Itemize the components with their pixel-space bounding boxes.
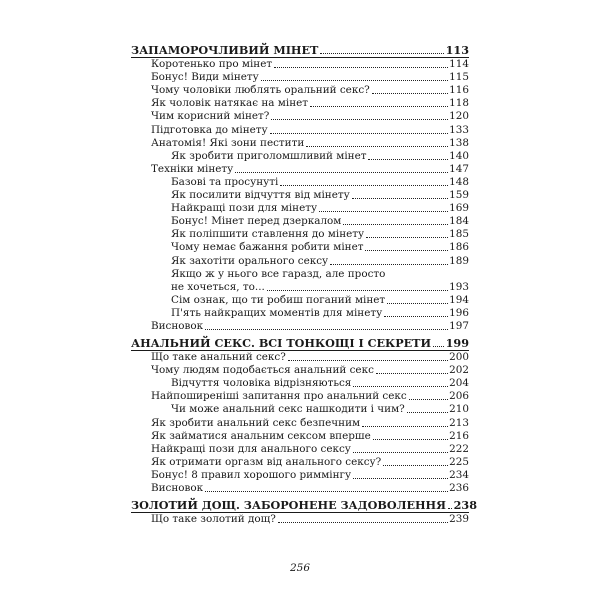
dot-leader [365, 250, 448, 251]
toc-entry-page: 118 [449, 97, 469, 110]
toc-entry-title: П'ять найкращих моментів для мінету [171, 306, 383, 319]
table-of-contents [131, 43, 477, 526]
dot-leader [407, 412, 448, 413]
dot-leader [320, 53, 444, 54]
dot-leader [387, 303, 448, 304]
toc-entry [131, 215, 469, 228]
toc-entry-page: 115 [449, 71, 469, 84]
toc-entry-title: Бонус! Види мінету [151, 71, 259, 84]
dot-leader [353, 452, 448, 453]
toc-entry [131, 281, 469, 294]
toc-entry [131, 430, 469, 443]
toc-entry-title: Чим корисний мінет? [151, 110, 270, 123]
dot-leader [353, 478, 448, 479]
toc-entry-page: 234 [449, 468, 469, 481]
dot-leader [270, 133, 448, 134]
toc-entry-title: Як посилити відчуття від мінету [171, 189, 350, 202]
toc-entry-page: 148 [449, 175, 469, 188]
dot-leader [278, 522, 448, 523]
toc-entry-page: 239 [449, 513, 469, 526]
dot-leader [362, 426, 448, 427]
toc-entry-page: 114 [449, 58, 469, 71]
toc-entry-page: 238 [453, 498, 477, 512]
dot-leader [376, 373, 448, 374]
toc-entry-title: Підготовка до мінету [151, 123, 268, 136]
toc-entry-title: Бонус! 8 правил хорошого риммінгу [151, 468, 352, 481]
toc-entry [131, 513, 469, 526]
dot-leader [288, 360, 448, 361]
toc-entry [131, 456, 469, 469]
dot-leader [433, 346, 444, 347]
dot-leader [235, 172, 448, 173]
toc-entry-page: 202 [449, 364, 469, 377]
toc-entry [131, 58, 469, 71]
toc-entry [131, 294, 469, 307]
toc-entry [131, 364, 469, 377]
toc-entry-page: 216 [449, 429, 469, 442]
toc-entry [131, 416, 469, 429]
toc-entry-title: Висновок [151, 319, 204, 332]
toc-entry-title: Найкращі пози для анального сексу [151, 442, 351, 455]
toc-entry [131, 71, 469, 84]
toc-entry-title: Як чоловік натякає на мінет [151, 97, 309, 110]
toc-entry-title: Як зробити приголомшливий мінет [171, 149, 367, 162]
toc-entry [131, 482, 469, 495]
toc-chapter [131, 336, 469, 350]
dot-leader [271, 119, 448, 120]
toc-entry-title: Техніки мінету [151, 162, 234, 175]
toc-entry [131, 351, 469, 364]
toc-entry-title: Чому немає бажання робити мінет [171, 241, 364, 254]
toc-entry-page: 222 [449, 442, 469, 455]
toc-entry-page: 197 [449, 319, 469, 332]
toc-entry [131, 189, 469, 202]
toc-entry-page: 200 [449, 351, 469, 364]
toc-entry-page: 189 [449, 254, 469, 267]
dot-leader [373, 439, 448, 440]
toc-entry-title: Базові та просунуті [171, 175, 279, 188]
dot-leader [409, 399, 448, 400]
toc-entry-page: 196 [449, 306, 469, 319]
toc-entry-title: не хочеться, то... [171, 280, 265, 293]
toc-entry [131, 150, 469, 163]
toc-entry-title: Відчуття чоловіка відрізняються [171, 377, 352, 390]
toc-entry-title: Найкращі пози для мінету [171, 202, 318, 215]
toc-entry-title: Що таке золотий дощ? [151, 513, 276, 526]
toc-entry-page: 213 [449, 416, 469, 429]
dot-leader [343, 224, 448, 225]
toc-entry-title: Як зробити анальний секс безпечним [151, 416, 361, 429]
toc-entry-page: 169 [449, 202, 469, 215]
toc-entry-title: Бонус! Мінет перед дзеркалом [171, 215, 342, 228]
toc-chapter [131, 43, 469, 57]
toc-entry [131, 320, 469, 333]
dot-leader [330, 264, 448, 265]
dot-leader [306, 146, 448, 147]
dot-leader [205, 329, 448, 330]
toc-entry-page: 236 [449, 482, 469, 494]
toc-entry [131, 84, 469, 97]
toc-entry-page: 185 [449, 228, 469, 241]
dot-leader [261, 80, 448, 81]
toc-entry [131, 202, 469, 215]
toc-chapter [131, 498, 477, 512]
toc-entry-title: Як отримати оргазм від анального сексу? [151, 455, 382, 468]
toc-entry [131, 403, 469, 416]
dot-leader [319, 211, 448, 212]
dot-leader [267, 290, 448, 291]
toc-entry-title: Коротенько про мінет [151, 58, 273, 71]
toc-entry-title: Анатомія! Які зони пестити [151, 136, 305, 149]
toc-entry [131, 241, 469, 254]
dot-leader [352, 198, 448, 199]
toc-entry [131, 110, 469, 123]
toc-entry-page: 147 [449, 162, 469, 175]
toc-entry-page: 206 [449, 390, 469, 403]
toc-entry-page: 210 [449, 403, 469, 416]
dot-leader [448, 508, 452, 509]
toc-entry [131, 137, 469, 150]
toc-entry [131, 163, 469, 176]
toc-entry-page: 140 [449, 149, 469, 162]
toc-entry-page: 120 [449, 110, 469, 123]
toc-entry-page: 194 [449, 293, 469, 306]
toc-entry-page: 186 [449, 241, 469, 254]
toc-entry-page: 199 [445, 335, 469, 350]
toc-entry-title: Як захотіти орального сексу [171, 254, 329, 267]
page-number: 256 [289, 562, 311, 574]
dot-leader [353, 386, 448, 387]
toc-entry [131, 254, 469, 267]
dot-leader [366, 237, 448, 238]
toc-entry-page: 116 [449, 84, 469, 97]
dot-leader [280, 185, 448, 186]
toc-entry-title: АНАЛЬНИЙ СЕКС. ВСІ ТОНКОЩІ І СЕКРЕТИ [131, 335, 432, 350]
toc-entry-page: 225 [449, 455, 469, 468]
toc-entry-title: Чому людям подобається анальний секс [151, 364, 374, 377]
dot-leader [368, 159, 448, 160]
toc-entry [131, 228, 469, 241]
toc-entry-title: Чому чоловіки люблять оральний секс? [151, 84, 370, 97]
dot-leader [384, 316, 448, 317]
toc-entry [131, 123, 469, 136]
toc-entry [131, 268, 469, 281]
toc-entry-page: 113 [445, 43, 469, 57]
toc-entry-title: Чи може анальний секс нашкодити і чим? [171, 403, 405, 416]
toc-entry-page: 193 [449, 280, 469, 293]
dot-leader [274, 67, 448, 68]
toc-entry-title: Як займатися анальним сексом вперше [151, 429, 371, 442]
toc-entry-title: Найпоширеніші запитання про анальний секс [151, 390, 407, 403]
dot-leader [372, 93, 448, 94]
toc-entry [131, 443, 469, 456]
toc-entry [131, 307, 469, 320]
toc-entry-page: 204 [449, 377, 469, 390]
toc-entry-title: Висновок [151, 482, 204, 494]
toc-entry-title: Якщо ж у нього все гаразд, але просто [171, 267, 386, 280]
toc-entry-title: Сім ознак, що ти робиш поганий мінет [171, 293, 386, 306]
toc-entry [131, 390, 469, 403]
toc-entry-page: 133 [449, 123, 469, 136]
toc-entry-title: ЗАПАМОРОЧЛИВИЙ МІНЕТ [131, 43, 319, 57]
dot-leader [205, 491, 448, 492]
toc-entry-page: 184 [449, 215, 469, 228]
dot-leader [383, 465, 448, 466]
toc-entry-page: 159 [449, 189, 469, 202]
toc-entry [131, 97, 469, 110]
toc-entry-title: Як поліпшити ставлення до мінету [171, 228, 365, 241]
toc-entry [131, 176, 469, 189]
toc-entry [131, 377, 469, 390]
toc-entry [131, 469, 469, 482]
toc-entry-title: Що таке анальний секс? [151, 351, 286, 364]
toc-entry-page: 138 [449, 136, 469, 149]
toc-entry-title: ЗОЛОТИЙ ДОЩ. ЗАБОРОНЕНЕ ЗАДОВОЛЕННЯ [131, 498, 446, 512]
dot-leader [310, 106, 448, 107]
